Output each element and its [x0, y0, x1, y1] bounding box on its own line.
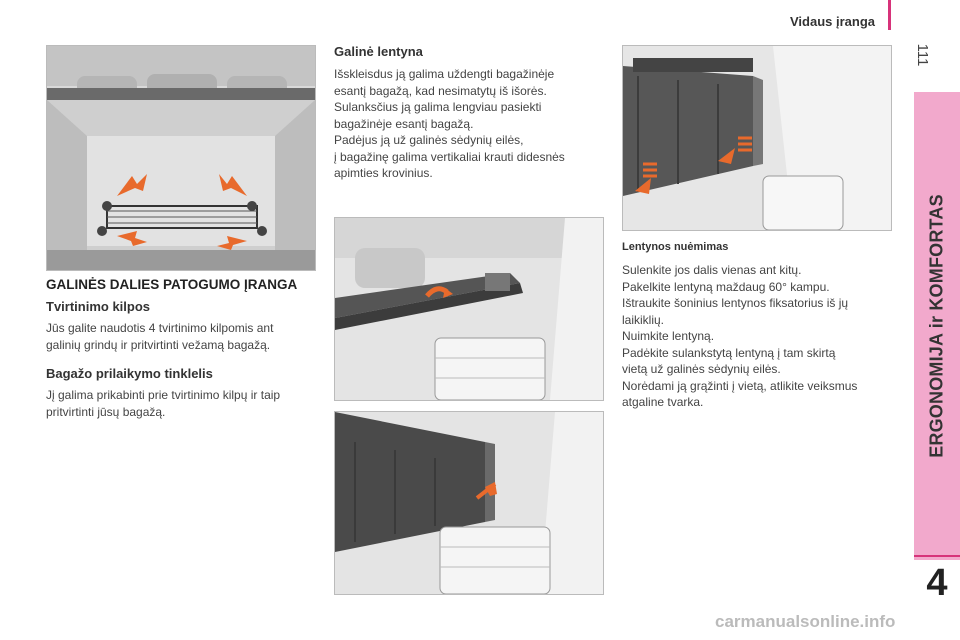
- chapter-side-label: [914, 92, 960, 560]
- text-line: pritvirtinti jūsų bagažą.: [46, 404, 166, 419]
- text-line: esantį bagažą, kad nesimatytų iš išorės.: [334, 83, 547, 98]
- section-title-rear-equipment: GALINĖS DALIES PATOGUMO ĮRANGA: [46, 277, 298, 292]
- chapter-side-tab: [914, 92, 960, 560]
- paragraph-rear-shelf: [334, 66, 565, 182]
- paragraph-shelf-removal: [622, 262, 857, 411]
- text-line: Padėkite sulankstytą lentyną į tam skirtą: [622, 345, 836, 360]
- paragraph-tie-down-rings: [46, 320, 273, 353]
- page-number-text: 111: [914, 43, 931, 67]
- text-line: galinių grindų ir pritvirtinti vežamą bagažą.: [46, 337, 271, 352]
- text-line: Padėjus ją už galinės sėdynių eilės,: [334, 133, 524, 147]
- photo-shelf-locks: [622, 45, 892, 231]
- chapter-title: ERGONOMIJA ir KOMFORTAS: [926, 194, 947, 458]
- text-line: Nuimkite lentyną.: [622, 329, 715, 343]
- text-line: laikiklių.: [622, 312, 665, 327]
- side-tab-divider: [914, 555, 960, 557]
- page-number: [907, 40, 937, 70]
- text-line: Sulanksčius ją galima lengviau pasiekti: [334, 100, 542, 114]
- text-line: atgaline tvarka.: [622, 395, 704, 409]
- text-line: Norėdami ją grąžinti į vietą, atlikite veiksmus: [622, 378, 858, 393]
- header-title: Vidaus įranga: [790, 14, 876, 29]
- text-line: Išskleisdus ją galima uždengti bagažinėje: [334, 67, 555, 81]
- text-line: Jūs galite naudotis 4 tvirtinimo kilpomis ant: [46, 321, 274, 335]
- text-line: bagažinėje esantį bagažą.: [334, 116, 474, 131]
- photo-trunk-net: [46, 45, 316, 271]
- paragraph-luggage-net: [46, 387, 280, 420]
- text-line: Sulenkite jos dalis vienas ant kitų.: [622, 263, 802, 277]
- photo-shelf-placement: [334, 411, 604, 595]
- subtitle-rear-shelf: Galinė lentyna: [334, 44, 423, 59]
- subtitle-shelf-removal: Lentynos nuėmimas: [622, 241, 729, 253]
- text-line: į bagažinę galima vertikaliai krauti didesnės: [334, 149, 565, 164]
- text-line: Pakelkite lentyną maždaug 60° kampu.: [622, 279, 830, 294]
- subtitle-luggage-net: Bagažo prilaikymo tinklelis: [46, 366, 213, 381]
- text-line: Ištraukite šoninius lentynos fiksatorius iš jų: [622, 296, 849, 310]
- text-line: apimties krovinius.: [334, 166, 433, 180]
- text-line: vietą už galinės sėdynių eilės.: [622, 362, 781, 376]
- subtitle-tie-down-rings: Tvirtinimo kilpos: [46, 299, 151, 314]
- chapter-number: 4: [926, 562, 948, 604]
- text-line: Jį galima prikabinti prie tvirtinimo kilpų ir taip: [46, 388, 281, 402]
- photo-shelf-lift: [334, 217, 604, 401]
- footer-watermark: carmanualsonline.info: [715, 612, 896, 631]
- header-accent-bar: [888, 0, 891, 30]
